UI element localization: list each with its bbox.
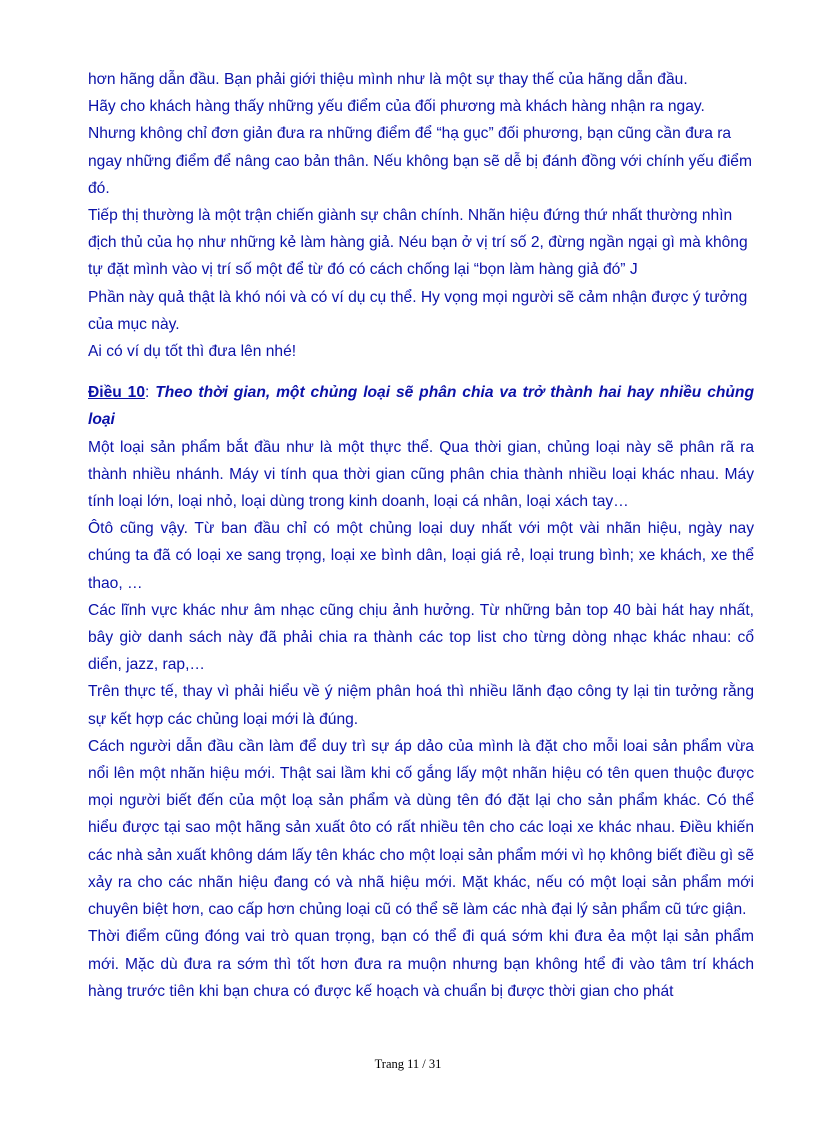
- section-paragraph-3: Các lĩnh vực khác như âm nhạc cũng chịu ảnh hưởng. Từ những bản top 40 bài hát hay nhất, bây giờ danh sách này đã phải chia ra thành các top list cho từng dòng nhạc khác nhau: cổ diển, jazz, rap,…: [88, 601, 754, 674]
- section-heading: [88, 379, 754, 433]
- intro-paragraph-5: Ai có ví dụ tốt thì đưa lên nhé!: [88, 343, 297, 361]
- intro-paragraph-1: hơn hãng dẫn đầu. Bạn phải giới thiệu mình như là một sự thay thế của hãng dẫn đầu.: [88, 71, 688, 88]
- page-content: [88, 66, 754, 1005]
- intro-paragraph-2: Hãy cho khách hàng thấy những yếu điểm của đối phương mà khách hàng nhận ra ngay. Nhưng không chỉ đơn giản đưa ra những điểm để “hạ gục” đối phương, bạn cũng cần đưa ra ngay những điểm để nâng cao bản thân. Nếu không bạn sẽ dễ bị đánh đồng với chính yếu điểm đó.: [88, 98, 752, 197]
- section-title: Theo thời gian, một chủng loại sẽ phân chia va trở thành hai hay nhiều chủng loại: [88, 384, 754, 429]
- section-number: Điều 10: [88, 384, 146, 402]
- section-colon: :: [145, 384, 156, 402]
- section-paragraph-4: Trên thực tế, thay vì phải hiểu về ý niệm phân hoá thì nhiều lãnh đạo công ty lại tin tưởng rằng sự kết hợp các chủng loại mới là đúng.: [88, 683, 754, 728]
- section-paragraph-5: Cách người dẫn đầu cần làm để duy trì sự áp dảo của mình là đặt cho mỗi loai sản phẩm vừa nổi lên một nhãn hiệu mới. Thật sai lầm khi cố gắng lấy một nhãn hiệu có tên quen thuộc được mọi người biết đến của một loạ sản phẩm và dùng tên đó đặt lại cho sản phẩm khác. Có thể hiểu được tại sao một hãng sản xuất ôto có rất nhiều tên cho các loại xe khác nhau. Điều khiến các nhà sản xuất không dám lấy tên khác cho một loại sản phẩm mới vì họ không biết điều gì sẽ xảy ra cho các nhãn hiệu đang có và nhã hiệu mới. Mặt khác, nếu có một loại sản phẩm mới chuyên biệt hơn, cao cấp hơn chủng loại cũ có thể sẽ làm các nhà đại lý sản phẩm cũ tức giận.: [88, 737, 754, 919]
- intro-paragraph-3: Tiếp thị thường là một trận chiến giành sự chân chính. Nhãn hiệu đứng thứ nhất thường nhìn địch thủ của họ như những kẻ làm hàng giả. Néu bạn ở vị trí số 2, đừng ngần ngại gì mà không tự đặt mình vào vị trí số một để từ đó có cách chống lại “bọn làm hàng giả đó” J: [88, 207, 748, 279]
- section-paragraph-6: Thời điểm cũng đóng vai trò quan trọng, bạn có thể đi quá sớm khi đưa ẻa một lại sản phẩm mới. Mặc dù đưa ra sớm thì tốt hơn đưa ra muộn nhưng bạn không htể đi vào tâm trí khách hàng trước tiên khi bạn chưa có được kế hoạch và chuẩn bị được thời gian cho phát: [88, 928, 754, 1000]
- intro-paragraph-4: Phần này quả thật là khó nói và có ví dụ cụ thể. Hy vọng mọi người sẽ cảm nhận được ý tưởng của mục này.: [88, 288, 748, 333]
- section-spacer: [88, 365, 754, 379]
- section-paragraph-1: Một loại sản phẩm bắt đầu như là một thực thể. Qua thời gian, chủng loại này sẽ phân rã ra thành nhiều nhánh. Máy vi tính qua thời gian cũng phân chia thành nhiều loại khác nhau. Máy tính loại lớn, loại nhỏ, loại dùng trong kinh doanh, loại cá nhân, loại xách tay…: [88, 438, 754, 511]
- page-footer: Trang 11 / 31: [374, 1057, 442, 1071]
- section-paragraph-2: Ôtô cũng vậy. Từ ban đầu chỉ có một chủng loại duy nhất với một vài nhãn hiệu, ngày nay chúng ta đã có loại xe sang trọng, loại xe bình dân, loại giá rẻ, loại trung bình; xe khách, xe thể thao, …: [88, 520, 754, 592]
